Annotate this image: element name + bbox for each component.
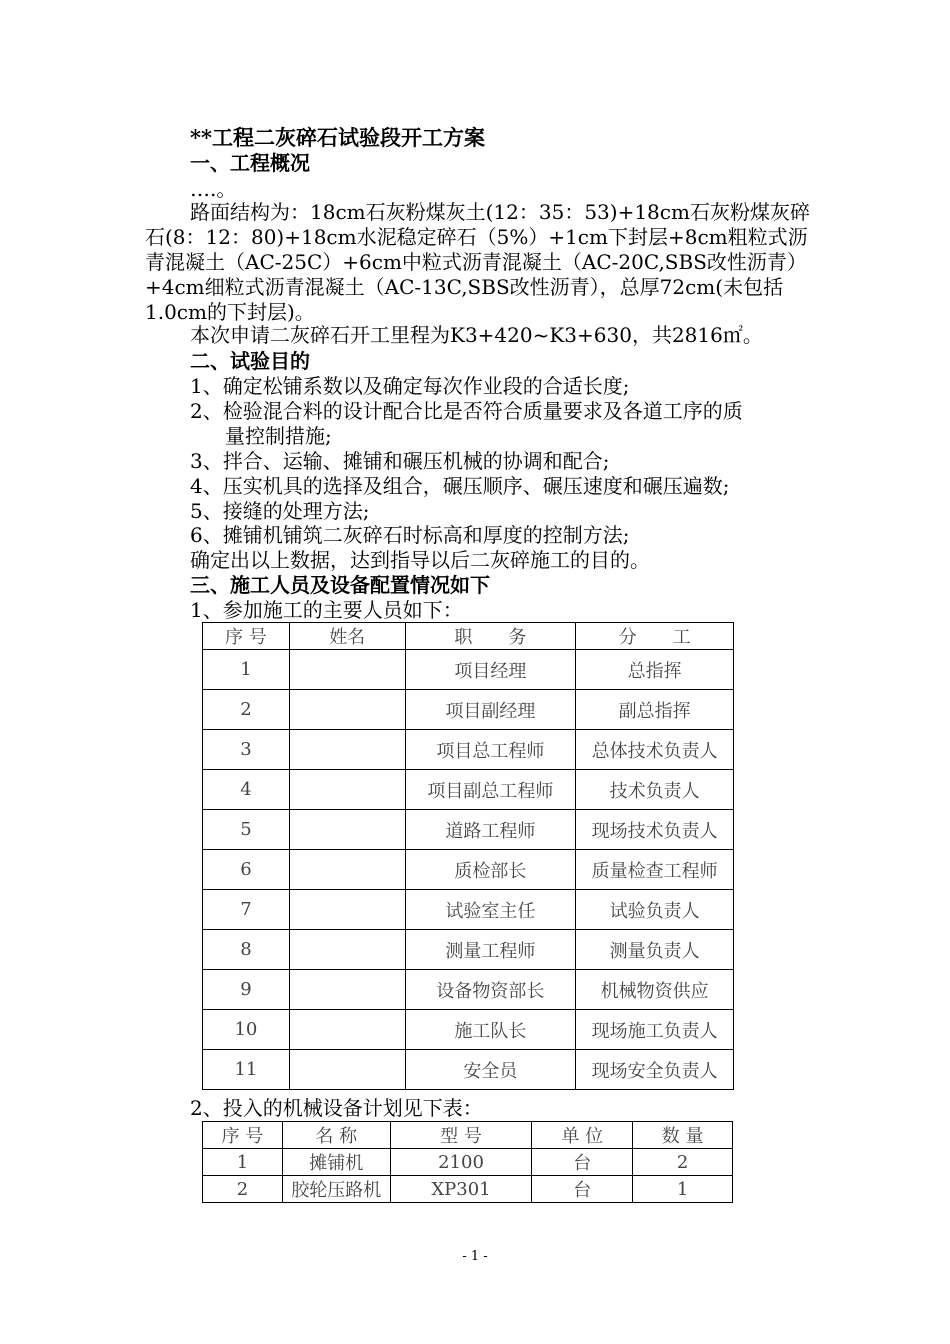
cell-name: [289, 1050, 405, 1090]
purpose-item-6: 6、摊铺机铺筑二灰碎石时标高和厚度的控制方法;: [190, 523, 630, 547]
cell-index: 1: [203, 1149, 283, 1176]
cell-unit: 台: [532, 1149, 633, 1176]
document-title: **工程二灰碎石试验段开工方案: [190, 125, 485, 150]
cell-index: 8: [203, 930, 290, 970]
cell-index: 3: [203, 730, 290, 770]
cell-name: [289, 770, 405, 810]
table-row: [203, 850, 734, 890]
section-heading-overview: 一、工程概况: [190, 151, 310, 175]
cell-duty: 现场施工负责人: [576, 1010, 734, 1050]
cell-position: 测量工程师: [405, 930, 576, 970]
cell-name: [289, 970, 405, 1010]
header-model: 型 号: [390, 1122, 532, 1149]
cell-index: 5: [203, 810, 290, 850]
header-index: 序 号: [203, 1122, 283, 1149]
cell-name: [289, 730, 405, 770]
personnel-caption: 1、参加施工的主要人员如下：: [190, 598, 463, 622]
cell-duty: 总体技术负责人: [576, 730, 734, 770]
cell-position: 试验室主任: [405, 890, 576, 930]
overview-ellipsis: ….。: [190, 177, 237, 201]
equipment-table: [202, 1121, 733, 1203]
purpose-item-3: 3、拌合、运输、摊铺和碾压机械的协调和配合;: [190, 449, 610, 473]
cell-position: 项目经理: [405, 650, 576, 690]
purpose-item-4: 4、压实机具的选择及组合，碾压顺序、碾压速度和碾压遍数;: [190, 474, 730, 498]
table-row: [203, 970, 734, 1010]
table-row: [203, 810, 734, 850]
page-number: - 1 -: [462, 1249, 488, 1264]
purpose-item-1: 1、确定松铺系数以及确定每次作业段的合适长度;: [190, 374, 630, 398]
cell-index: 2: [203, 1176, 283, 1203]
cell-duty: 现场安全负责人: [576, 1050, 734, 1090]
cell-duty: 副总指挥: [576, 690, 734, 730]
cell-name: [289, 1010, 405, 1050]
cell-index: 10: [203, 1010, 290, 1050]
section-heading-purpose: 二、试验目的: [190, 349, 310, 373]
purpose-item-5: 5、接缝的处理方法;: [190, 499, 370, 523]
cell-duty: 技术负责人: [576, 770, 734, 810]
cell-unit: 台: [532, 1176, 633, 1203]
cell-duty: 试验负责人: [576, 890, 734, 930]
cell-equipment-name: 摊铺机: [282, 1149, 390, 1176]
cell-index: 9: [203, 970, 290, 1010]
purpose-item-2: 2、检验混合料的设计配合比是否符合质量要求及各道工序的质: [190, 399, 743, 423]
table-row: [203, 650, 734, 690]
cell-index: 2: [203, 690, 290, 730]
header-duty: 分 工: [576, 623, 734, 650]
section-heading-staffing: 三、施工人员及设备配置情况如下: [190, 573, 490, 597]
cell-duty: 测量负责人: [576, 930, 734, 970]
cell-model: XP301: [390, 1176, 532, 1203]
cell-position: 道路工程师: [405, 810, 576, 850]
header-position: 职 务: [405, 623, 576, 650]
cell-name: [289, 930, 405, 970]
cell-index: 1: [203, 650, 290, 690]
cell-quantity: 2: [633, 1149, 733, 1176]
table-row: [203, 1050, 734, 1090]
cell-index: 4: [203, 770, 290, 810]
cell-position: 项目总工程师: [405, 730, 576, 770]
cell-index: 7: [203, 890, 290, 930]
cell-name: [289, 690, 405, 730]
table-row: [203, 1149, 733, 1176]
cell-position: 设备物资部长: [405, 970, 576, 1010]
cell-duty: 机械物资供应: [576, 970, 734, 1010]
table-row: [203, 690, 734, 730]
equipment-caption: 2、投入的机械设备计划见下表：: [190, 1096, 483, 1120]
cell-name: [289, 810, 405, 850]
cell-position: 安全员: [405, 1050, 576, 1090]
personnel-header-row: [203, 623, 734, 650]
table-row: [203, 1010, 734, 1050]
cell-equipment-name: 胶轮压路机: [282, 1176, 390, 1203]
table-row: [203, 930, 734, 970]
cell-index: 6: [203, 850, 290, 890]
cell-quantity: 1: [633, 1176, 733, 1203]
header-equipment-name: 名 称: [282, 1122, 390, 1149]
header-unit: 单 位: [532, 1122, 633, 1149]
cell-duty: 质量检查工程师: [576, 850, 734, 890]
pavement-structure-paragraph: 路面结构为：18cm石灰粉煤灰土(12：35：53)+18cm石灰粉煤灰碎石(8：12：80)+18cm水泥稳定碎石（5%）+1cm下封层+8cm粗粒式沥青混凝土（AC-25C）+6cm中粒式沥青混凝土（AC-20C,SBS改性沥青）+4cm细粒式沥青混凝土（AC-13C,SBS改性沥青），总厚72cm(未包括1.0cm的下封层)。: [145, 200, 810, 324]
cell-name: [289, 650, 405, 690]
personnel-table: [202, 622, 734, 1090]
table-row: [203, 890, 734, 930]
cell-position: 项目副经理: [405, 690, 576, 730]
cell-position: 项目副总工程师: [405, 770, 576, 810]
purpose-conclusion: 确定出以上数据，达到指导以后二灰碎施工的目的。: [190, 548, 650, 572]
equipment-header-row: [203, 1122, 733, 1149]
header-index: 序 号: [203, 623, 290, 650]
cell-position: 质检部长: [405, 850, 576, 890]
cell-name: [289, 850, 405, 890]
table-row: [203, 730, 734, 770]
mileage-paragraph: 本次申请二灰碎石开工里程为K3+420~K3+630，共2816㎡。: [190, 323, 763, 347]
purpose-item-2-continued: 量控制措施;: [225, 424, 332, 448]
cell-position: 施工队长: [405, 1010, 576, 1050]
cell-model: 2100: [390, 1149, 532, 1176]
header-name: 姓名: [289, 623, 405, 650]
cell-duty: 总指挥: [576, 650, 734, 690]
table-row: [203, 1176, 733, 1203]
header-quantity: 数 量: [633, 1122, 733, 1149]
cell-name: [289, 890, 405, 930]
cell-index: 11: [203, 1050, 290, 1090]
table-row: [203, 770, 734, 810]
cell-duty: 现场技术负责人: [576, 810, 734, 850]
